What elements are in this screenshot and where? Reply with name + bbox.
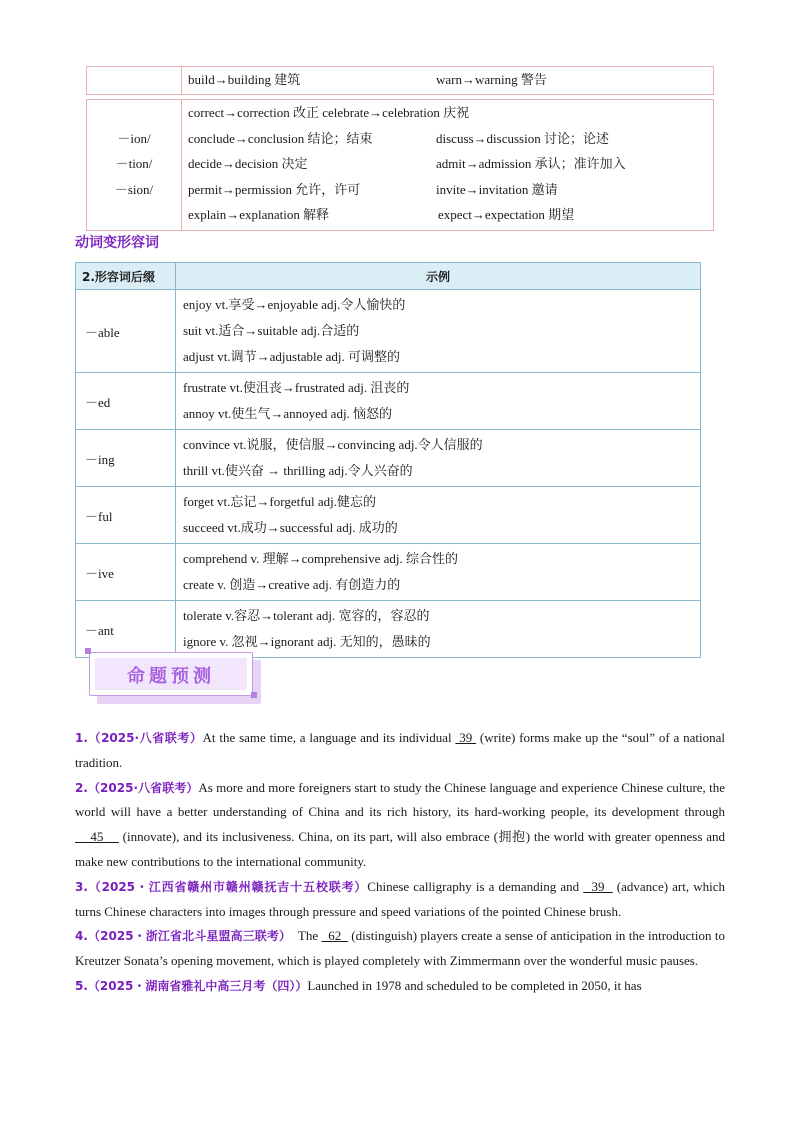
examples-cell bbox=[176, 544, 701, 601]
table-row bbox=[76, 373, 701, 430]
suffix-label: －ion/ bbox=[117, 130, 151, 146]
example-line: create v. 创造→creative adj. 有创造力的 bbox=[183, 577, 401, 592]
examples-cell bbox=[182, 100, 713, 230]
suffix-cell: －ant bbox=[76, 601, 176, 658]
section-title: 动词变形容词 bbox=[75, 235, 159, 251]
example-line: frustrate vt.使沮丧→frustrated adj. 沮丧的 bbox=[183, 380, 410, 395]
suffix-cell: －ful bbox=[76, 487, 176, 544]
question-source: （2025·八省联考） bbox=[87, 780, 199, 795]
examples-cell bbox=[176, 290, 701, 373]
question-item bbox=[75, 875, 725, 925]
suffix-cell: －ing bbox=[76, 430, 176, 487]
table-row bbox=[86, 66, 714, 95]
suffix-label: －tion/ bbox=[115, 156, 153, 171]
question-text-before: As more and more foreigners start to study the Chinese language and experience Chinese culture, the world will have a better understanding of China and its rich history, its hard-working people, its development through bbox=[75, 779, 725, 820]
example-line: ignore v. 忽视→ignorant adj. 无知的，愚昧的 bbox=[183, 634, 431, 649]
examples-cell bbox=[182, 67, 713, 94]
question-source: （2025・湖南省雅礼中高三月考（四）） bbox=[87, 978, 308, 993]
table-header-row bbox=[76, 263, 701, 290]
corner-dot bbox=[251, 692, 257, 698]
question-number: 2. bbox=[75, 780, 88, 795]
example-left: decide→decision 决定 bbox=[188, 156, 308, 171]
question-item bbox=[75, 776, 725, 875]
example-right: admit→admission 承认；准许加入 bbox=[436, 156, 626, 171]
table-row bbox=[86, 99, 714, 231]
question-text-before: Launched in 1978 and scheduled to be completed in 2050, it has bbox=[307, 977, 642, 993]
examples-cell bbox=[176, 430, 701, 487]
question-number: 4. bbox=[75, 929, 88, 944]
example-line: suit vt.适合→suitable adj.合适的 bbox=[183, 323, 360, 338]
suffix-cell: －ed bbox=[76, 373, 176, 430]
question-number: 1. bbox=[75, 731, 88, 745]
table-row bbox=[76, 290, 701, 373]
header-suffix: 2.形容词后缀 bbox=[76, 263, 176, 290]
example-line: enjoy vt.享受→enjoyable adj.令人愉快的 bbox=[183, 297, 406, 312]
question-text-before: At the same time, a language and its individual bbox=[202, 730, 456, 745]
example-left: explain→explanation 解释 bbox=[188, 207, 330, 222]
example-left: conclude→conclusion 结论；结束 bbox=[188, 130, 373, 146]
question-text-after: (distinguish) players create a sense of anticipation in the introduction to Kreutzer Sonata’s opening movement, which is played completely with Zimmermann over the wonderful music pauses. bbox=[75, 928, 726, 969]
example-line: forget vt.忘记→forgetful adj.健忘的 bbox=[183, 494, 377, 509]
answer-blank[interactable]: 39 bbox=[583, 878, 613, 894]
question-list bbox=[75, 726, 725, 999]
suffix-cell bbox=[87, 100, 182, 230]
example-right: expect→expectation 期望 bbox=[438, 207, 575, 222]
corner-dot bbox=[85, 648, 91, 654]
table-row bbox=[76, 430, 701, 487]
example-left: permit→permission 允许，许可 bbox=[188, 181, 361, 197]
example-line: adjust vt.调节→adjustable adj. 可调整的 bbox=[183, 349, 401, 364]
question-source: （2025・浙江省北斗星盟高三联考） bbox=[87, 929, 292, 944]
example-right: discuss→discussion 讨论；论述 bbox=[436, 130, 609, 146]
question-text-after: (advance) art, which turns Chinese characters into images through pressure and speed variations of the pointed Chinese brush. bbox=[75, 878, 725, 919]
suffix-cell: －able bbox=[76, 290, 176, 373]
banner-title: 命题预测 bbox=[127, 666, 215, 687]
question-number: 3. bbox=[75, 879, 88, 894]
example-line: comprehend v. 理解→comprehensive adj. 综合性的 bbox=[183, 551, 458, 566]
suffix-label: －sion/ bbox=[114, 181, 154, 197]
example-line: thrill vt.使兴奋 → thrilling adj.令人兴奋的 bbox=[183, 463, 413, 478]
suffix-cell: －ive bbox=[76, 544, 176, 601]
question-text-after: (innovate), and its inclusiveness. China, on its part, will also embrace (拥抱) the world with greater openness and make new contributions to the international community. bbox=[75, 829, 725, 869]
table-row bbox=[76, 601, 701, 658]
table-row bbox=[76, 487, 701, 544]
suffix-cell bbox=[87, 67, 182, 94]
header-examples: 示例 bbox=[176, 263, 701, 290]
adjective-suffix-table bbox=[75, 262, 701, 658]
question-text-before: The bbox=[291, 928, 322, 944]
example-left: correct→correction 改正 celebrate→celebration 庆祝 bbox=[188, 105, 470, 120]
word-form-table-continued bbox=[86, 66, 714, 231]
examples-cell bbox=[176, 487, 701, 544]
example-line: convince vt.说服，使信服→convincing adj.令人信服的 bbox=[183, 437, 483, 452]
examples-cell bbox=[176, 601, 701, 658]
question-source: （2025・江西省赣州市赣州赣抚吉十五校联考） bbox=[87, 879, 368, 894]
question-item bbox=[75, 726, 725, 776]
answer-blank[interactable]: 45 bbox=[75, 829, 119, 845]
examples-cell bbox=[176, 373, 701, 430]
answer-blank[interactable]: 62 bbox=[321, 928, 348, 944]
example-right: warn→warning 警告 bbox=[436, 72, 547, 87]
example-left: build→building 建筑 bbox=[188, 72, 301, 87]
question-text-before: Chinese calligraphy is a demanding and bbox=[367, 878, 584, 894]
example-line: tolerate v.容忍→tolerant adj. 宽容的，容忍的 bbox=[183, 608, 430, 623]
question-source: （2025·八省联考） bbox=[87, 731, 203, 745]
example-right: invite→invitation 邀请 bbox=[436, 181, 558, 197]
banner-box bbox=[89, 652, 253, 696]
question-item bbox=[75, 924, 725, 974]
question-number: 5. bbox=[75, 978, 88, 993]
table-row bbox=[76, 544, 701, 601]
question-text-after: (write) forms make up the “soul” of a national tradition. bbox=[75, 730, 725, 770]
question-item bbox=[75, 974, 725, 999]
example-line: annoy vt.使生气→annoyed adj. 恼怒的 bbox=[183, 406, 393, 421]
example-line: succeed vt.成功→successful adj. 成功的 bbox=[183, 520, 398, 535]
section-banner bbox=[89, 652, 265, 707]
answer-blank[interactable]: 39 bbox=[455, 730, 477, 745]
